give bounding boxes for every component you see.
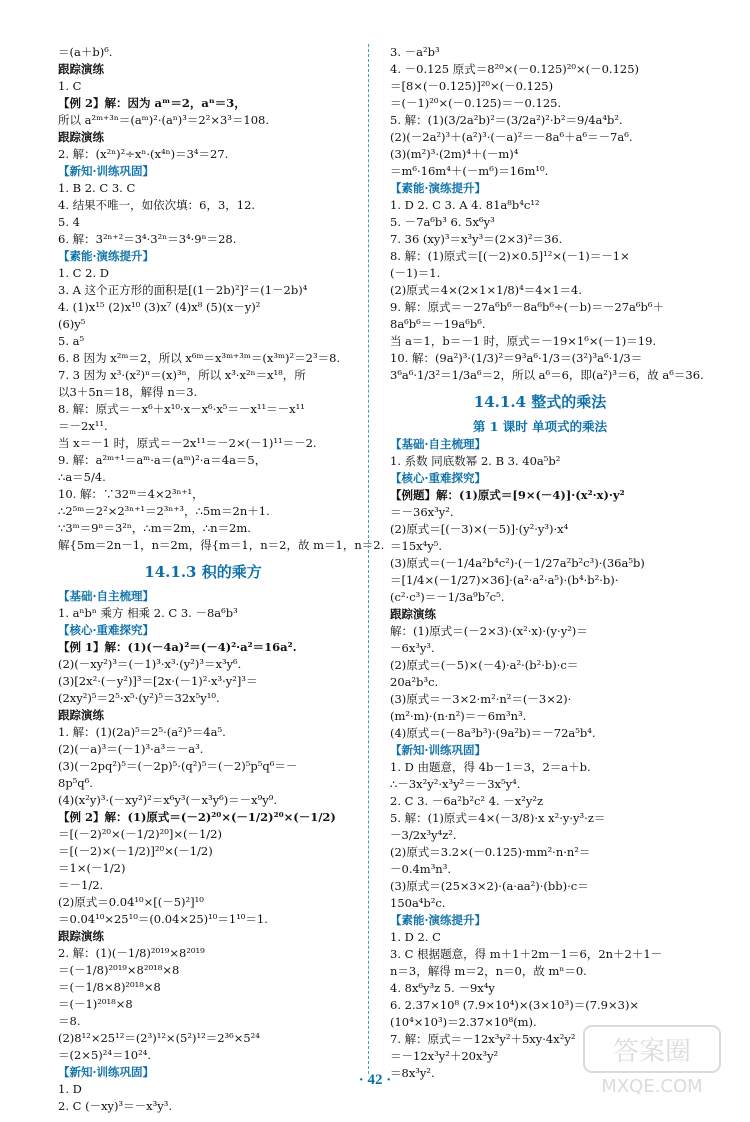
text-line: ＝0.04¹⁰×25¹⁰＝(0.04×25)¹⁰＝1¹⁰＝1. <box>58 912 268 926</box>
text-line: 当 a＝1，b＝－1 时，原式＝－19×1⁶×(－1)＝19. <box>390 334 657 348</box>
text-line: 1. C 2. D <box>58 266 109 280</box>
text-line: (2)(－a)³＝(－1)³·a³＝－a³. <box>58 742 204 756</box>
text-line: ＝1×(－1/2) <box>58 861 126 875</box>
section-heading: 14.1.4 整式的乘法 <box>473 393 607 411</box>
text-line: (－1)＝1. <box>390 266 441 280</box>
text-line: 以3＋5n＝18，解得 n＝3. <box>58 385 198 399</box>
text-line: 20a²b³c. <box>390 675 439 689</box>
watermark-url: MXQE.COM <box>601 1076 703 1097</box>
practice-label: 跟踪演练 <box>58 130 104 144</box>
text-line: 4. 结果不唯一，如依次填：6，3，12. <box>58 198 256 212</box>
text-line: 8. 解：原式＝－x⁶＋x¹⁰·x－x⁶·x⁵＝－x¹¹＝－x¹¹ <box>58 402 305 416</box>
section-heading: 14.1.3 积的乘方 <box>144 563 262 581</box>
text-line: ＝(－1)²⁰¹⁸×8 <box>58 997 133 1011</box>
text-line: n＝3，解得 m＝2，n＝0，故 mⁿ＝0. <box>390 964 587 978</box>
text-line: (3)原式＝－3×2·m²·n²＝(－3×2)· <box>390 692 572 706</box>
section-label: 【 核心·重难探究 】 <box>390 470 690 487</box>
text-line: －3/2x³y⁴z². <box>390 828 457 842</box>
page-number: · 42 · <box>358 1072 392 1088</box>
practice-label: 跟踪演练 <box>390 607 436 621</box>
section-label: 【 基础·自主梳理 】 <box>390 436 690 453</box>
text-line: (3)原式＝(25×3×2)·(a·aa²)·(bb)·c＝ <box>390 879 589 893</box>
section-label: 【 素能·演练提升 】 <box>58 248 348 265</box>
text-line: (4)(x²y)³·(－xy²)²＝x⁶y³(－x³y⁶)＝－x⁹y⁹. <box>58 793 278 807</box>
column-divider <box>368 44 369 1074</box>
text-line: 3⁶a⁶·1/3²＝1/3a⁶＝2，所以 a⁶＝6，即(a²)³＝6，故 a⁶＝36. <box>390 368 704 382</box>
section-label: 【 素能·演练提升 】 <box>390 912 690 929</box>
text-line: 1. C <box>58 79 82 93</box>
text-line: 9. 解：a²ᵐ⁺¹＝aᵐ·a＝(aᵐ)²·a＝4a＝5， <box>58 453 267 467</box>
text-line: (2)(－2a²)³＋(a²)³·(－a)²＝－8a⁶＋a⁶＝－7a⁶. <box>390 130 633 144</box>
text-line: 1. D 2. C 3. A 4. 81a⁸b⁴c¹² <box>390 198 540 212</box>
text-line: ＝[1/4×(－1/27)×36]·(a²·a²·a⁵)·(b⁴·b²·b)· <box>390 573 619 587</box>
text-line: 8a⁶b⁶＝－19a⁶b⁶. <box>390 317 486 331</box>
text-line: 1. 系数 同底数幂 2. B 3. 40a⁵b² <box>390 454 561 468</box>
text-line: 150a⁴b²c. <box>390 896 446 910</box>
watermark-text: 答案圈 <box>612 1037 692 1067</box>
text-line: ＝8x³y². <box>390 1066 435 1080</box>
text-line: 2. 解：(x²ⁿ)²÷xⁿ·(x⁴ⁿ)＝3⁴＝27. <box>58 147 229 161</box>
text-line: ＝15x⁴y⁵. <box>390 539 442 553</box>
text-line: 1. D 2. C <box>390 930 441 944</box>
text-line: ∴－3x²y²·x³y²＝－3x⁵y⁴. <box>390 777 521 791</box>
example-line: 【例 2】解：(1)原式＝(－2)²⁰×(－1/2)²⁰×(－1/2) <box>58 810 336 824</box>
text-line: (2)原式＝3.2×(－0.125)·mm²·n·n²＝ <box>390 845 591 859</box>
text-line: (2)原式＝[(－3)×(－5)]·(y²·y³)·x⁴ <box>390 522 569 536</box>
text-line: ＝(－1/8)²⁰¹⁹×8²⁰¹⁸×8 <box>58 963 180 977</box>
text-line: 3. －a²b³ <box>390 45 440 59</box>
practice-label: 跟踪演练 <box>58 62 104 76</box>
text-line: (2)(－xy²)³＝(－1)³·x³·(y²)³＝x³y⁶. <box>58 657 242 671</box>
text-line: (2)原式＝4×(2×1×1/8)⁴＝4×1＝4. <box>390 283 582 297</box>
text-line: 当 x＝－1 时，原式＝－2x¹¹＝－2×(－1)¹¹＝－2. <box>58 436 317 450</box>
watermark-logo <box>582 1020 722 1100</box>
text-line: 5. －7a⁶b³ 6. 5x⁶y³ <box>390 215 495 229</box>
text-line: 5. 解：(1)(3/2a²b)²＝(3/2a²)²·b²＝9/4a⁴b². <box>390 113 623 127</box>
text-line: 6. 8 因为 x²ᵐ＝2，所以 x⁶ᵐ＝x³ᵐ⁺³ᵐ＝(x³ᵐ)²＝2³＝8. <box>58 351 341 365</box>
text-line: 1. B 2. C 3. C <box>58 181 136 195</box>
text-line: ＝(－1/8×8)²⁰¹⁸×8 <box>58 980 161 994</box>
text-line: (3)原式＝(－1/4a²b⁴c²)·(－1/27a²b²c³)·(36a⁵b) <box>390 556 645 570</box>
text-line: (2)原式＝(－5)×(－4)·a²·(b²·b)·c＝ <box>390 658 579 672</box>
section-label: 【 新知·训练巩固 】 <box>390 742 690 759</box>
text-line: (2xy²)⁵＝2⁵·x⁵·(y²)⁵＝32x⁵y¹⁰. <box>58 691 220 705</box>
text-line: (c²·c³)＝－1/3a⁹b⁷c⁵. <box>390 590 505 604</box>
practice-label: 跟踪演练 <box>58 708 104 722</box>
text-line: ＝－1/2. <box>58 878 104 892</box>
text-line: 解：(1)原式＝(－2×3)·(x²·x)·(y·y²)＝ <box>390 624 588 638</box>
text-line: 6. 解：3²ⁿ⁺²＝3⁴·3²ⁿ＝3⁴·9ⁿ＝28. <box>58 232 237 246</box>
text-line: (3)(m²)³·(2m)⁴＋(－m)⁴ <box>390 147 519 161</box>
text-line: 3. A 这个正方形的面积是[(1－2b)²]²＝(1－2b)⁴ <box>58 283 308 297</box>
text-line: 1. D <box>58 1082 82 1096</box>
example-line: 【例 2】解：因为 aᵐ＝2，aⁿ＝3， <box>58 96 246 110</box>
text-line: ＝(－1)²⁰×(－0.125)＝－0.125. <box>390 96 562 110</box>
text-line: 8. 解：(1)原式＝[(－2)×0.5]¹²×(－1)＝－1× <box>390 249 630 263</box>
text-line: ＝(2×5)²⁴＝10²⁴. <box>58 1048 151 1062</box>
text-line: ＝－2x¹¹. <box>58 419 108 433</box>
text-line: (4)原式＝(－8a³b³)·(9a²b)＝－72a⁵b⁴. <box>390 726 596 740</box>
text-line: 4. (1)x¹⁵ (2)x¹⁰ (3)x⁷ (4)x⁸ (5)(x－y)² <box>58 300 261 314</box>
text-line: ＝(a＋b)⁶. <box>58 45 113 59</box>
text-line: 10. 解：(9a²)³·(1/3)²＝9³a⁶·1/3＝(3²)³a⁶·1/3＝ <box>390 351 643 365</box>
text-line: (m²·m)·(n·n²)＝－6m³n³. <box>390 709 527 723</box>
text-line: ∴2⁵ᵐ＝2²×2³ⁿ⁺¹＝2³ⁿ⁺³，∴5m＝2n＋1. <box>58 504 270 518</box>
section-label: 【 素能·演练提升 】 <box>390 180 690 197</box>
practice-label: 跟踪演练 <box>58 929 104 943</box>
text-line: 6. 2.37×10⁸ (7.9×10⁴)×(3×10³)＝(7.9×3)× <box>390 998 640 1012</box>
text-line: ＝[8×(－0.125)]²⁰×(－0.125) <box>390 79 554 93</box>
text-line: 1. D 由题意，得 4b－1＝3，2＝a＋b. <box>390 760 591 774</box>
text-line: ∵3ᵐ＝9ⁿ＝3²ⁿ，∴m＝2m，∴n＝2m. <box>58 521 251 535</box>
text-line: 7. 36 (xy)³＝x³y³＝(2×3)²＝36. <box>390 232 563 246</box>
right-column <box>390 44 704 1082</box>
text-line: ＝－12x³y²＋20x³y² <box>390 1049 499 1063</box>
text-line: 3. C 根据题意，得 m＋1＋2m－1＝6，2n＋2＋1－ <box>390 947 663 961</box>
text-line: (10⁴×10³)＝2.37×10⁸(m). <box>390 1015 537 1029</box>
text-line: 9. 解：原式＝－27a⁶b⁶－8a⁶b⁶÷(－b)＝－27a⁶b⁶＋ <box>390 300 664 314</box>
text-line: (3)[2x²·(－y²)]³＝[2x·(－1)²·x³·y²]³＝ <box>58 674 258 688</box>
text-line: (2)原式＝0.04¹⁰×[(－5)²]¹⁰ <box>58 895 204 909</box>
example-line: 【例 1】解：(1)(－4a)²＝(－4)²·a²＝16a². <box>58 640 297 654</box>
text-line: 解{5m＝2n－1，n＝2m，得{m＝1，n＝2，故 m＝1，n＝2. <box>58 538 385 552</box>
text-line: 7. 解：原式＝－12x³y²＋5xy·4x²y² <box>390 1032 576 1046</box>
text-line: 所以 a²ᵐ⁺³ⁿ＝(aᵐ)²·(aⁿ)³＝2²×3³＝108. <box>58 113 269 127</box>
lesson-heading: 第 1 课时 单项式的乘法 <box>472 419 608 434</box>
text-line: ∴a＝5/4. <box>58 470 106 484</box>
example-line: 【例题】解：(1)原式＝[9×(－4)]·(x²·x)·y² <box>390 488 625 502</box>
text-line: 5. 解：(1)原式＝4×(－3/8)·x x²·y·y³·z＝ <box>390 811 606 825</box>
text-line: ＝[(－2)²⁰×(－1/2)²⁰]×(－1/2) <box>58 827 222 841</box>
text-line: 1. 解：(1)(2a)⁵＝2⁵·(a²)⁵＝4a⁵. <box>58 725 226 739</box>
text-line: ＝－36x³y². <box>390 505 454 519</box>
text-line: 5. a⁵ <box>58 334 85 348</box>
text-line: (6)y⁵ <box>58 317 86 331</box>
section-label: 【 新知·训练巩固 】 <box>58 1064 348 1081</box>
text-line: －0.4m³n³. <box>390 862 451 876</box>
text-line: ＝m⁶·16m⁴＋(－m⁶)＝16m¹⁰. <box>390 164 549 178</box>
text-line: 7. 3 因为 x³·(x²)ⁿ＝(x)³ⁿ，所以 x³·x²ⁿ＝x¹⁸，所 <box>58 368 306 382</box>
text-line: (2)8¹²×25¹²＝(2³)¹²×(5²)¹²＝2³⁶×5²⁴ <box>58 1031 260 1045</box>
text-line: 10. 解：∵32ᵐ＝4×2³ⁿ⁺¹， <box>58 487 204 501</box>
text-line: 8p⁵q⁶. <box>58 776 93 790</box>
section-label: 【 新知·训练巩固 】 <box>58 163 348 180</box>
section-label: 【 基础·自主梳理 】 <box>58 588 348 605</box>
text-line: 2. 解：(1)(－1/8)²⁰¹⁹×8²⁰¹⁹ <box>58 946 205 960</box>
text-line: ＝8. <box>58 1014 81 1028</box>
text-line: 4. 8x⁶y³z 5. －9x⁴y <box>390 981 495 995</box>
text-line: ＝[(－2)×(－1/2)]²⁰×(－1/2) <box>58 844 213 858</box>
text-line: －6x³y³. <box>390 641 435 655</box>
left-column <box>58 44 385 1115</box>
section-label: 【 核心·重难探究 】 <box>58 622 348 639</box>
text-line: 1. aⁿbⁿ 乘方 相乘 2. C 3. －8a⁶b³ <box>58 606 238 620</box>
text-line: 2. C (－xy)³＝－x³y³. <box>58 1099 173 1113</box>
text-line: 2. C 3. －6a²b²c² 4. －x²y²z <box>390 794 544 808</box>
text-line: (3)(－2pq²)⁵＝(－2p)⁵·(q²)⁵＝(－2)⁵p⁵q⁶＝－ <box>58 759 298 773</box>
text-line: 5. 4 <box>58 215 80 229</box>
text-line: 4. －0.125 原式＝8²⁰×(－0.125)²⁰×(－0.125) <box>390 62 640 76</box>
